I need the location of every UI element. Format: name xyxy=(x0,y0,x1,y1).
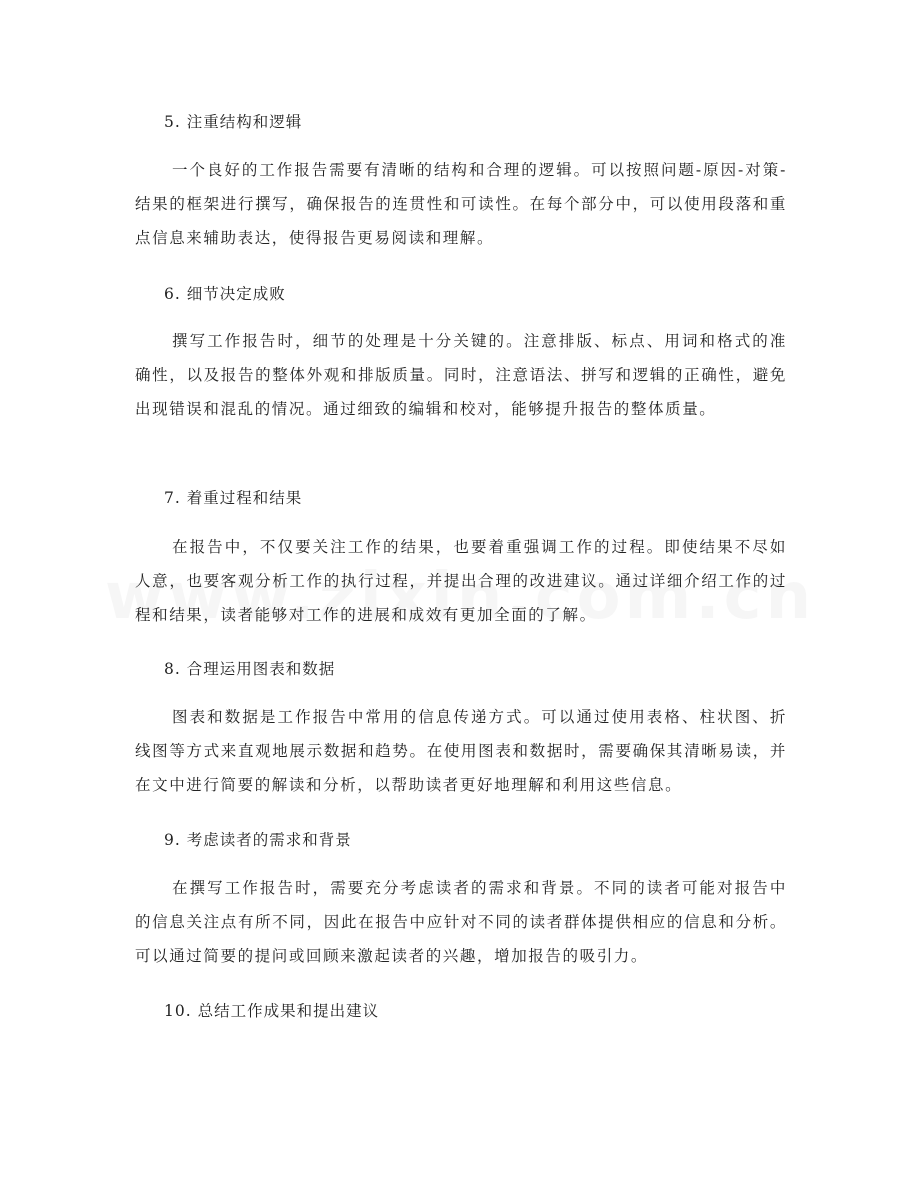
section-paragraph-9: 在撰写工作报告时，需要充分考虑读者的需求和背景。不同的读者可能对报告中的信息关注点有所不同，因此在报告中应针对不同的读者群体提供相应的信息和分析。可以通过简要的提问或回顾来激起读者的兴趣，增加报告的吸引力。 xyxy=(135,879,787,965)
section-paragraph-8: 图表和数据是工作报告中常用的信息传递方式。可以通过使用表格、柱状图、折线图等方式来直观地展示数据和趋势。在使用图表和数据时，需要确保其清晰易读，并在文中进行简要的解读和分析，以帮助读者更好地理解和利用这些信息。 xyxy=(135,708,787,794)
section-heading-10: 10. 总结工作成果和提出建议 xyxy=(164,1002,380,1020)
section-heading-6: 6. 细节决定成败 xyxy=(164,285,286,303)
section-heading-5: 5. 注重结构和逻辑 xyxy=(164,113,303,131)
section-paragraph-6: 撰写工作报告时，细节的处理是十分关键的。注意排版、标点、用词和格式的准确性，以及报告的整体外观和排版质量。同时，注意语法、拼写和逻辑的正确性，避免出现错误和混乱的情况。通过细致的编辑和校对，能够提升报告的整体质量。 xyxy=(135,332,787,418)
section-paragraph-5: 一个良好的工作报告需要有清晰的结构和合理的逻辑。可以按照问题-原因-对策-结果的框架进行撰写，确保报告的连贯性和可读性。在每个部分中，可以使用段落和重点信息来辅助表达，使得报告更易阅读和理解。 xyxy=(135,161,787,247)
section-paragraph-7: 在报告中，不仅要关注工作的结果，也要着重强调工作的过程。即使结果不尽如人意，也要客观分析工作的执行过程，并提出合理的改进建议。通过详细介绍工作的过程和结果，读者能够对工作的进展和成效有更加全面的了解。 xyxy=(135,538,787,624)
section-heading-8: 8. 合理运用图表和数据 xyxy=(164,660,336,678)
section-heading-9: 9. 考虑读者的需求和背景 xyxy=(164,831,352,849)
section-heading-7: 7. 着重过程和结果 xyxy=(164,489,303,507)
